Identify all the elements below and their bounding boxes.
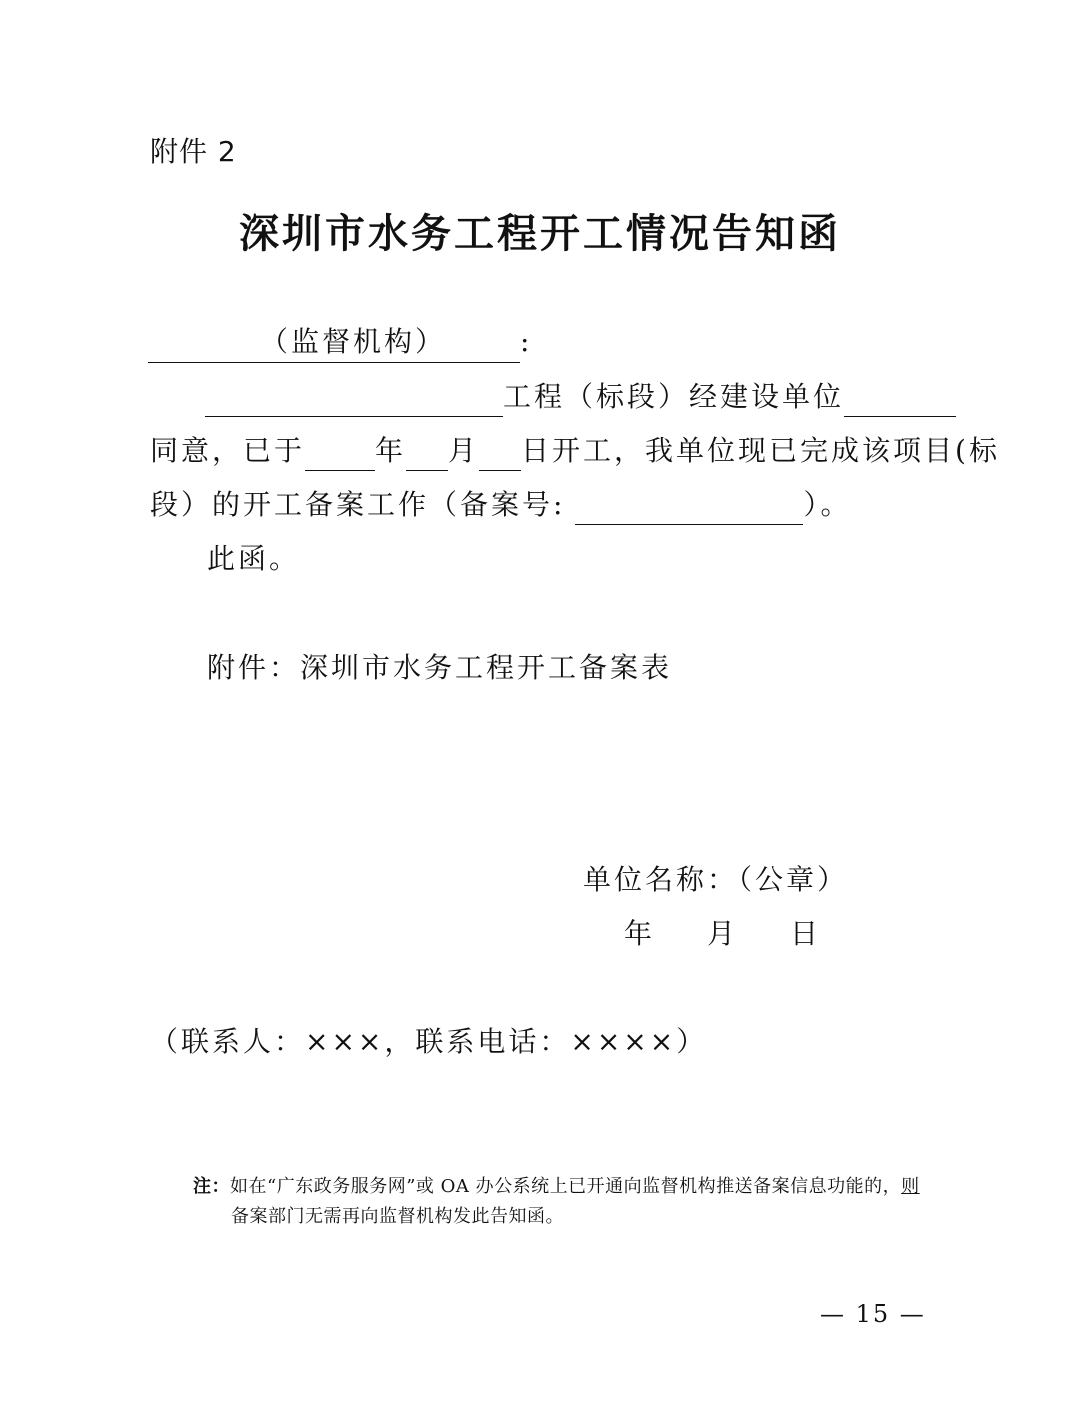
- addressee-line: [148, 322, 532, 363]
- signature-date-month: 月: [707, 917, 739, 950]
- filing-end-text: ）。: [803, 488, 852, 521]
- footnote-line-1: [193, 1172, 943, 1202]
- project-name-blank: [205, 382, 503, 417]
- page-number: — 15 —: [820, 1300, 926, 1328]
- addressee-colon: :: [520, 325, 533, 358]
- paragraph-line-3: [150, 485, 851, 525]
- contact-line: （联系人：×××，联系电话：××××）: [150, 1025, 708, 1058]
- day-rest-text: 日开工，我单位现已完成该项目(标: [521, 434, 1000, 467]
- addressee-text: （监督机构）: [259, 325, 446, 358]
- day-blank: [479, 436, 521, 471]
- project-text: 工程（标段）经建设单位: [503, 380, 845, 413]
- filing-text: 段）的开工备案工作（备案号:: [150, 488, 566, 521]
- signature-date-year: 年: [624, 917, 656, 950]
- attachment-reference: 附件：深圳市水务工程开工备案表: [207, 651, 673, 684]
- footnote-label: 注：: [193, 1176, 230, 1197]
- signature-unit-name: 单位名称：（公章）: [583, 863, 849, 896]
- year-text: 年: [375, 434, 407, 467]
- construction-unit-blank: [844, 382, 956, 417]
- document-title: 深圳市水务工程开工情况告知函: [239, 210, 841, 257]
- paragraph-line-2: [150, 431, 1000, 471]
- month-blank: [406, 436, 448, 471]
- year-blank: [305, 436, 375, 471]
- signature-date: [624, 914, 821, 954]
- closing-text: 此函。: [207, 542, 301, 575]
- month-text: 月: [448, 434, 480, 467]
- footnote: [193, 1172, 943, 1232]
- filing-number-blank: [575, 490, 803, 525]
- addressee-blank: [148, 322, 520, 363]
- agree-text: 同意，已于: [150, 434, 306, 467]
- paragraph-line-1: [205, 377, 956, 417]
- footnote-line-2: 备案部门无需再向监督机构发此告知函。: [231, 1206, 564, 1227]
- footnote-text: 如在“广东政务服务网”或 OA 办公系统上已开通向监督机构推送备案信息功能的，: [230, 1176, 902, 1197]
- signature-date-day: 日: [790, 917, 822, 950]
- attachment-label: 附件 2: [150, 135, 237, 168]
- footnote-underlined-text: 则: [901, 1176, 920, 1197]
